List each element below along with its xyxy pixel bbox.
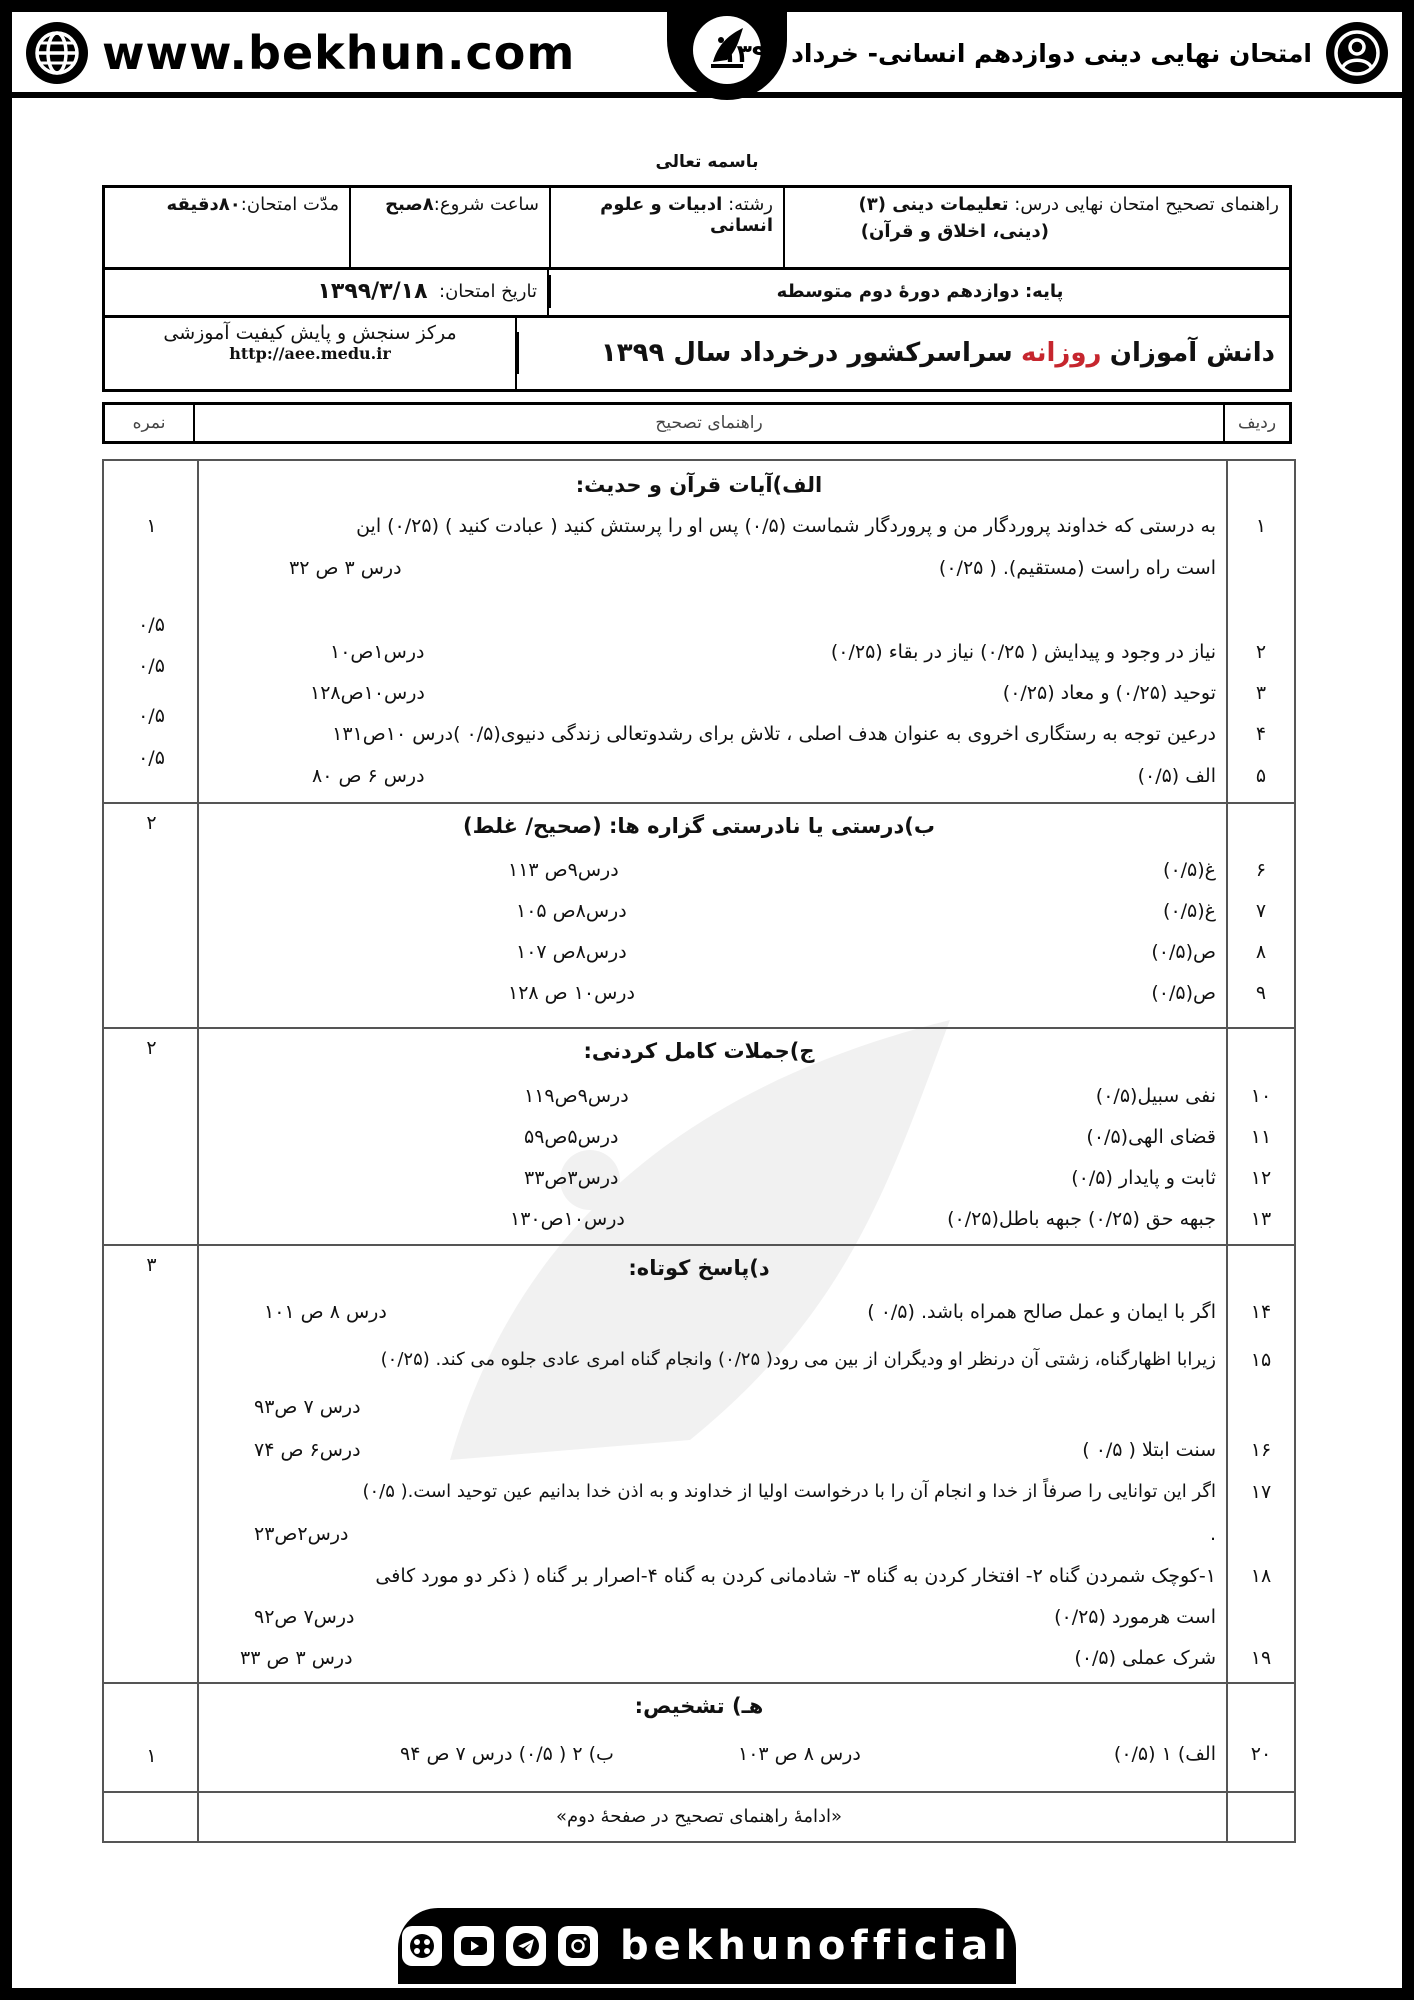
column-header: [102, 402, 1292, 444]
section-divider-a: [104, 802, 1294, 804]
item-12-answer: ثابت و پایدار (۰/۵): [1071, 1167, 1216, 1189]
item-13-ref: درس۱۰ص۱۳۰: [510, 1208, 625, 1230]
section-a-title: الف)آیات قرآن و حدیث:: [575, 473, 823, 497]
item-1-line1: به درستی که خداوند پروردگار من و پروردگار شماست (۰/۵) پس او را پرستش کنید ( عبادت کنید ) (۰/۲۵) این: [356, 515, 1216, 537]
item-3-answer: توحید (۰/۲۵) و معاد (۰/۲۵): [1002, 682, 1216, 704]
grade-label: پایه:: [1024, 281, 1064, 302]
item-14-answer: اگر با ایمان و عمل صالح همراه باشد. (۰/۵ ): [867, 1301, 1216, 1323]
header-row-1: [102, 185, 1292, 270]
item-18-number: ۱۸: [1250, 1565, 1272, 1587]
item-2-ref: درس۱ص۱۰: [330, 641, 425, 663]
item-3-score: ۰/۵: [138, 655, 165, 677]
item-13-number: ۱۳: [1250, 1208, 1272, 1230]
item-18-line1: ۱-کوچک شمردن گناه ۲- افتخار کردن به گناه ۳- شادمانی کردن به گناه ۴-اصرار بر گناه ( ذکر دو مورد کافی: [375, 1565, 1216, 1587]
item-2-answer: نیاز در وجود و پیدایش ( ۰/۲۵) نیاز در بقاء (۰/۲۵): [830, 641, 1216, 663]
duration-value: ۸۰دقیقه: [166, 194, 241, 215]
item-6-answer: غ(۰/۵): [1163, 859, 1216, 881]
item-10-answer: نفی سبیل(۰/۵): [1095, 1085, 1216, 1107]
start-value: ۸صبح: [385, 194, 434, 215]
students-year: سال ۱۳۹۹: [600, 337, 732, 368]
item-13-answer: جبهه حق (۰/۲۵) جبهه باطل(۰/۲۵): [947, 1208, 1216, 1230]
header-row-3: [102, 316, 1292, 392]
item-1-score: ۱: [146, 515, 157, 537]
item-5-ref: درس ۶ ص ۸۰: [312, 765, 425, 787]
field-label: رشته:: [728, 194, 773, 215]
item-15-number: ۱۵: [1250, 1349, 1272, 1371]
section-divider-e: [104, 1791, 1294, 1793]
item-11-number: ۱۱: [1250, 1126, 1272, 1148]
item-16-answer: سنت ابتلا ( ۰/۵ ): [1082, 1439, 1216, 1461]
top-banner: [12, 12, 1402, 92]
site-link[interactable]: [26, 22, 575, 84]
item-16-number: ۱۶: [1250, 1439, 1272, 1461]
center-cell: [105, 316, 517, 389]
item-11-answer: قضای الهی(۰/۵): [1086, 1126, 1216, 1148]
item-10-number: ۱۰: [1250, 1085, 1272, 1107]
students-month: خرداد: [739, 337, 811, 368]
basmala: باسمه تعالی: [655, 152, 759, 172]
grade-cell: [549, 275, 1289, 308]
user-icon: [1326, 22, 1388, 84]
col-row: ردیف: [1223, 405, 1289, 441]
section-c-title: ج)جملات کامل کردنی:: [583, 1039, 815, 1063]
item-19-ref: درس ۳ ص ۳۳: [240, 1647, 353, 1669]
item-4-number: ۴: [1255, 723, 1267, 745]
item-6-ref: درس۹ص ۱۱۳: [508, 859, 619, 881]
item-11-ref: درس۵ص۵۹: [524, 1126, 619, 1148]
start-label: ساعت شروع:: [433, 194, 539, 215]
item-3-number: ۳: [1255, 682, 1267, 704]
item-5-score: ۰/۵: [138, 747, 165, 769]
banner-divider: [12, 92, 1402, 98]
globe-icon: [26, 22, 88, 84]
item-6-number: ۶: [1255, 859, 1267, 881]
item-18-ref: درس۷ ص۹۲: [254, 1606, 355, 1628]
duration-label: مدّت امتحان:: [240, 194, 339, 215]
item-7-answer: غ(۰/۵): [1163, 900, 1216, 922]
item-8-number: ۸: [1255, 941, 1267, 963]
item-15-answer: زیرابا اظهارگناه، زشتی آن درنظر او ودیگران از بین می رود( ۰/۲۵) وانجام گناه امری عادی جلوه می کند. (۰/۲۵): [380, 1349, 1216, 1370]
section-d-score: ۳: [146, 1254, 157, 1276]
item-9-ref: درس۱۰ ص ۱۲۸: [508, 982, 635, 1004]
section-e-title: ه‍ـ) تشخیص:: [634, 1694, 764, 1718]
telegram-icon[interactable]: [506, 1926, 546, 1966]
item-12-number: ۱۲: [1250, 1167, 1272, 1189]
youtube-icon[interactable]: [454, 1926, 494, 1966]
item-19-number: ۱۹: [1250, 1647, 1272, 1669]
start-cell: [349, 188, 549, 267]
item-10-ref: درس۹ص۱۱۹: [524, 1085, 629, 1107]
exam-title-text: امتحان نهایی دینی دوازدهم انسانی- خرداد ۱۳۹۹: [721, 38, 1312, 68]
item-9-answer: ص(۰/۵): [1151, 982, 1216, 1004]
section-c-score: ۲: [146, 1037, 157, 1059]
item-12-ref: درس۳ص۳۳: [524, 1167, 619, 1189]
date-value: ۱۳۹۹/۳/۱۸: [317, 279, 428, 304]
subject-sub: (دینی، اخلاق و قرآن): [860, 221, 1049, 242]
center-url[interactable]: http://aee.medu.ir: [229, 344, 391, 363]
guide-label: راهنمای تصحیح امتحان نهایی درس:: [1014, 194, 1279, 215]
site-url[interactable]: www.bekhun.com: [102, 26, 576, 80]
item-20-part-a: الف) ۱ (۰/۵): [1113, 1743, 1216, 1765]
answer-table: [102, 459, 1296, 1843]
section-b-score: ۲: [146, 812, 157, 834]
item-9-number: ۹: [1255, 982, 1267, 1004]
social-footer: [398, 1908, 1016, 1984]
grade-value: دوازدهم دورهٔ دوم متوسطه: [776, 281, 1020, 302]
item-14-ref: درس ۸ ص ۱۰۱: [264, 1301, 387, 1323]
section-e-score: ۱: [146, 1745, 157, 1767]
col-guide: راهنمای تصحیح: [193, 405, 1223, 441]
students-prefix: دانش آموزان: [1109, 337, 1275, 368]
students-mid: سراسرکشور در: [810, 337, 1013, 368]
section-b-title: ب)درستی یا نادرستی گزاره ها: (صحیح/ غلط): [463, 814, 935, 838]
item-16-ref: درس۶ ص ۷۴: [254, 1439, 361, 1461]
item-4-score: ۰/۵: [138, 705, 165, 727]
item-8-answer: ص(۰/۵): [1151, 941, 1216, 963]
date-label: تاریخ امتحان:: [439, 281, 537, 302]
item-20-number: ۲۰: [1250, 1743, 1272, 1765]
item-20-part-a-ref: درس ۸ ص ۱۰۳: [738, 1743, 861, 1765]
item-5-answer: الف (۰/۵): [1137, 765, 1216, 787]
aparat-icon[interactable]: [402, 1926, 442, 1966]
item-2-score: ۰/۵: [138, 614, 165, 636]
students-cell: [517, 332, 1289, 374]
students-type: روزانه: [1020, 337, 1102, 368]
item-17-answer: اگر این توانایی را صرفاً از خدا و انجام آن را با درخواست اولیا از خداوند و به اذن خدا بدانیم عین توحید است.( ۰/۵): [362, 1481, 1216, 1502]
item-3-ref: درس۱۰ص۱۲۸: [310, 682, 425, 704]
item-7-number: ۷: [1255, 900, 1267, 922]
item-17-ref: درس۲ص۲۳: [254, 1523, 349, 1545]
item-2-number: ۲: [1255, 641, 1267, 663]
continued-note: «ادامهٔ راهنمای تصحیح در صفحهٔ دوم»: [555, 1806, 843, 1827]
instagram-icon[interactable]: [558, 1926, 598, 1966]
header-row-2: [102, 268, 1292, 318]
item-5-number: ۵: [1255, 765, 1267, 787]
item-17-trailing-dot: .: [1209, 1523, 1216, 1545]
item-19-answer: شرک عملی (۰/۵): [1074, 1647, 1216, 1669]
col-divider-right: [1226, 461, 1228, 1841]
section-divider-c: [104, 1244, 1294, 1246]
section-divider-b: [104, 1027, 1294, 1029]
item-17-number: ۱۷: [1250, 1481, 1272, 1503]
subject-value: تعلیمات دینی (۳): [858, 194, 1009, 215]
subject-cell: [783, 188, 1289, 267]
item-1-number: ۱: [1255, 515, 1267, 537]
social-handle[interactable]: bekhunofficial: [620, 1923, 1012, 1969]
exam-title: [721, 22, 1388, 84]
item-7-ref: درس۸ص ۱۰۵: [516, 900, 627, 922]
col-score: نمره: [132, 413, 166, 433]
center-name: مرکز سنجش و پایش کیفیت آموزشی: [163, 322, 457, 344]
item-15-ref: درس ۷ ص۹۳: [254, 1396, 361, 1418]
item-1-line2: است راه راست (مستقیم). ( ۰/۲۵): [938, 557, 1216, 579]
duration-cell: [105, 188, 349, 267]
item-8-ref: درس۸ص ۱۰۷: [516, 941, 627, 963]
section-d-title: د)پاسخ کوتاه:: [628, 1256, 770, 1280]
item-20-part-b: ب) ۲ ( ۰/۵) درس ۷ ص ۹۴: [400, 1743, 614, 1765]
item-1-ref: درس ۳ ص ۳۲: [289, 557, 402, 579]
field-value: ادبیات و علوم انسانی: [600, 194, 773, 236]
item-14-number: ۱۴: [1250, 1301, 1272, 1323]
section-divider-d: [104, 1682, 1294, 1684]
date-cell: [105, 268, 549, 315]
item-18-line2: است هرمورد (۰/۲۵): [1054, 1606, 1216, 1628]
field-cell: [549, 188, 783, 267]
item-4-answer: درعین توجه به رستگاری اخروی به عنوان هدف اصلی ، تلاش برای رشدوتعالی زندگی دنیوی(۰/۵ )درس ۱۰ص۱۳۱: [332, 723, 1216, 745]
